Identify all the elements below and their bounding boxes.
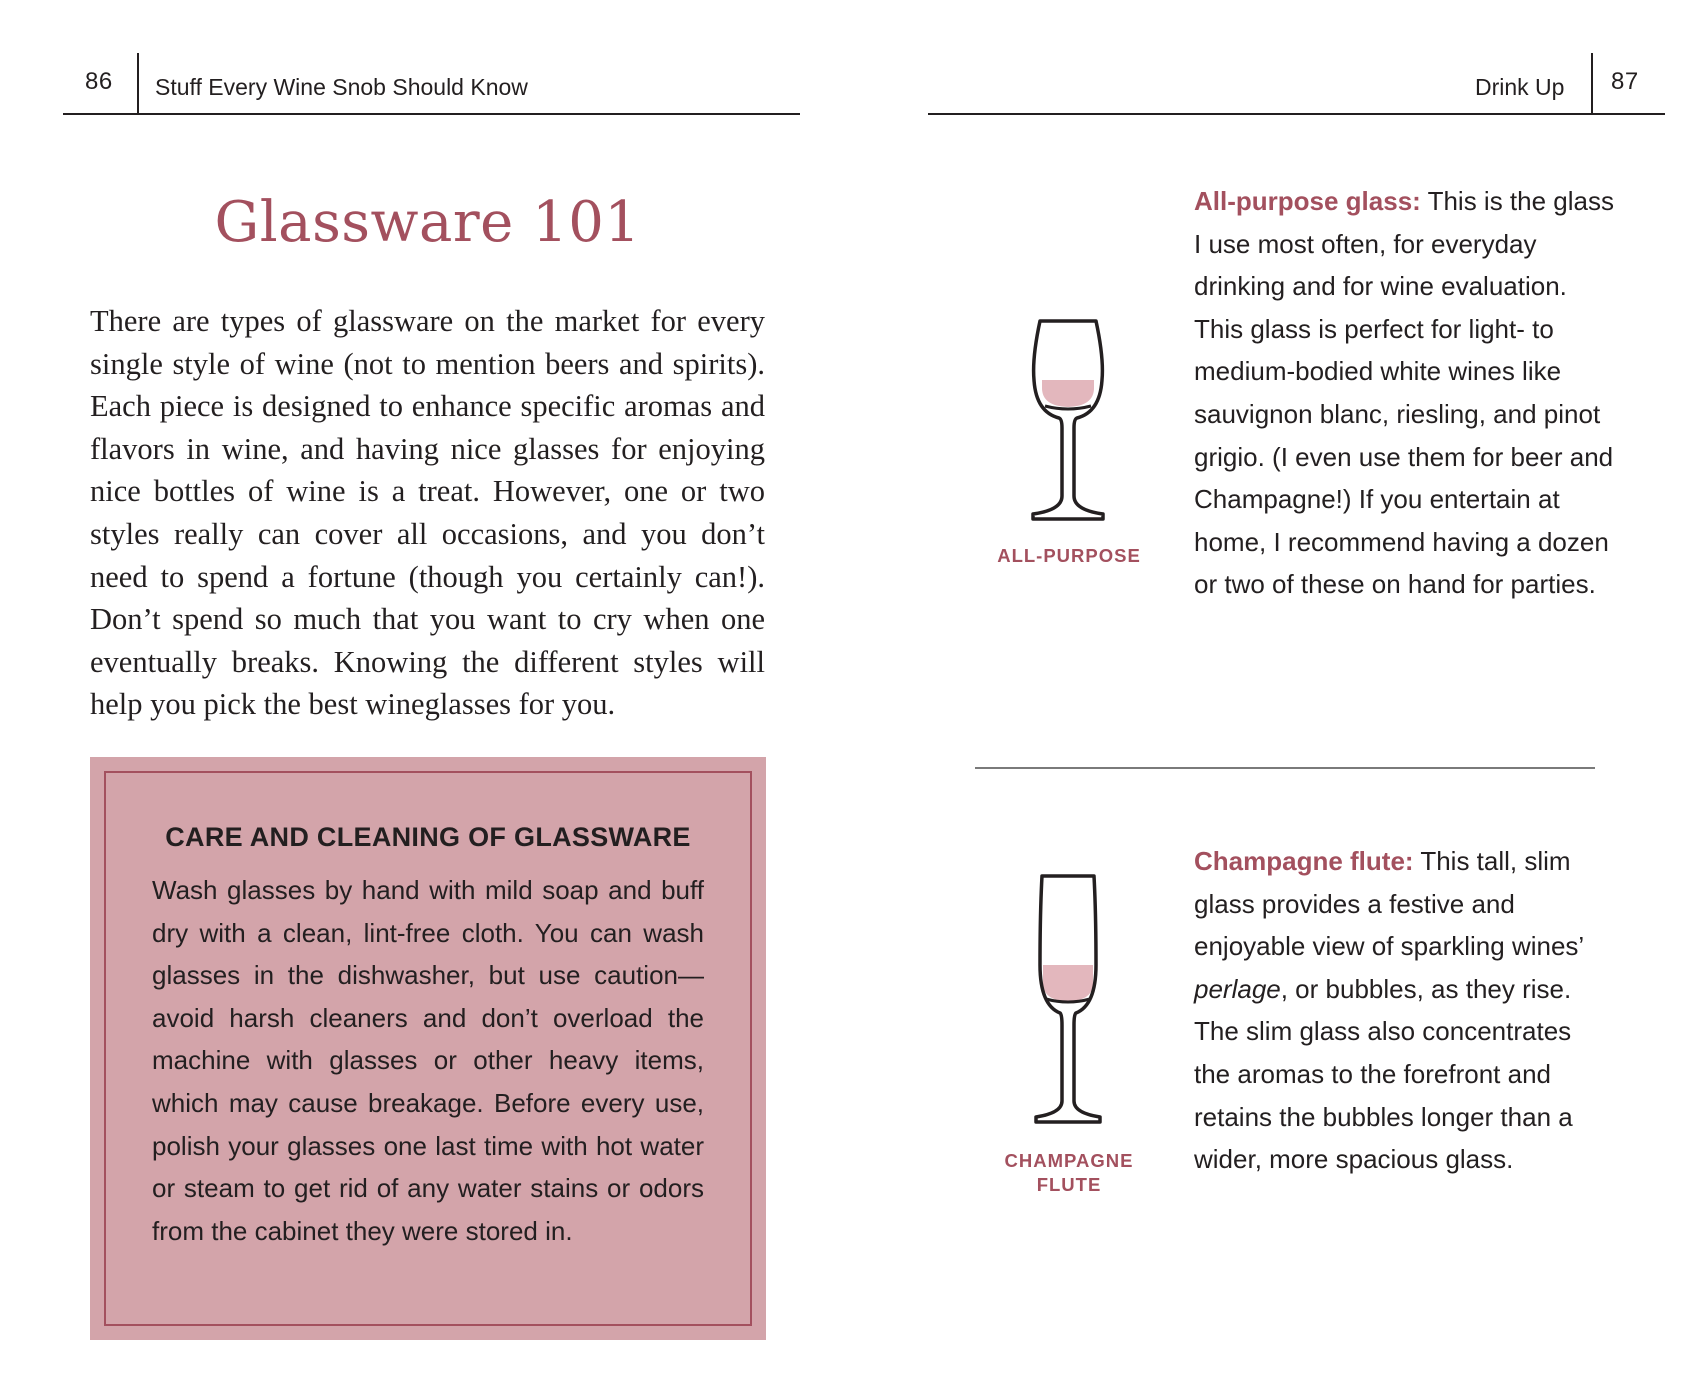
care-sidebar: [90, 757, 766, 1340]
header-divider: [137, 53, 139, 115]
glass-term: Champagne flute:: [1194, 846, 1414, 876]
glass-label-line: CHAMPAGNE: [1004, 1150, 1134, 1171]
glass-label-line: FLUTE: [1036, 1174, 1102, 1195]
running-title: Stuff Every Wine Snob Should Know: [155, 74, 528, 100]
intro-paragraph: There are types of glassware on the market for every single style of wine (not to mention beers and spirits). Each piece is designed to enhance specific aromas and flavors in wine, and having nice glasses for enjoying nice bottles of wine is a treat. However, one or two styles really can cover all occasions, and you don’t need to spend a fortune (though you certainly can!). Don’t spend so much that you want to cry when one eventually breaks. Knowing the different styles will help you pick the best wineglasses for you.: [90, 304, 765, 722]
champagne-flute-icon: [1032, 873, 1104, 1128]
header-divider: [1591, 53, 1593, 115]
glass-description-italic: perlage: [1194, 973, 1281, 1004]
chapter-title: Glassware 101: [214, 190, 641, 255]
sidebar-border: [104, 771, 752, 1326]
running-title: Drink Up: [1475, 74, 1565, 100]
page-number: 87: [1611, 68, 1639, 95]
glass-outline: [1033, 321, 1103, 519]
page-number: 86: [85, 68, 113, 95]
glass-label: [989, 1149, 1149, 1197]
glass-term: All-purpose glass:: [1194, 186, 1421, 216]
glass-description-text: , or bubbles, as they rise. The slim glass also concentrates the aromas to the forefront and retains the bubbles longer than a wider, more spacious glass.: [1194, 973, 1573, 1175]
champagne-flute-description: [1194, 840, 1614, 1181]
wine-fill: [1042, 380, 1094, 407]
header-rule: [928, 113, 1665, 115]
glass-description-text: This tall, slim glass provides a festive and enjoyable view of sparkling wines’: [1194, 846, 1584, 962]
all-purpose-glass-icon: [1028, 318, 1108, 526]
sidebar-body: Wash glasses by hand with mild soap and buff dry with a clean, lint-free cloth. You can wash glasses in the dishwasher, but use caution—avoid harsh cleaners and don’t overload the machine with glasses or other heavy items, which may cause breakage. Before every use, polish your glasses one last time with hot water or steam to get rid of any water stains or odors from the cabinet they were stored in.: [152, 875, 704, 1246]
right-page: [854, 0, 1708, 1396]
all-purpose-description: [1194, 180, 1614, 606]
sidebar-heading: CARE AND CLEANING OF GLASSWARE: [165, 822, 691, 852]
header-rule: [63, 113, 800, 115]
section-divider: [975, 767, 1595, 769]
glass-description-text: This is the glass I use most often, for everyday drinking and for wine evaluation. This glass is perfect for light- to medium-bodied white wines like sauvignon blanc, riesling, and pinot grigio. (I even use them for beer and Champagne!) If you entertain at home, I recommend having a dozen or two of these on hand for parties.: [1194, 186, 1614, 600]
wine-fill: [1043, 965, 1093, 1002]
glass-label: ALL-PURPOSE: [997, 545, 1141, 566]
